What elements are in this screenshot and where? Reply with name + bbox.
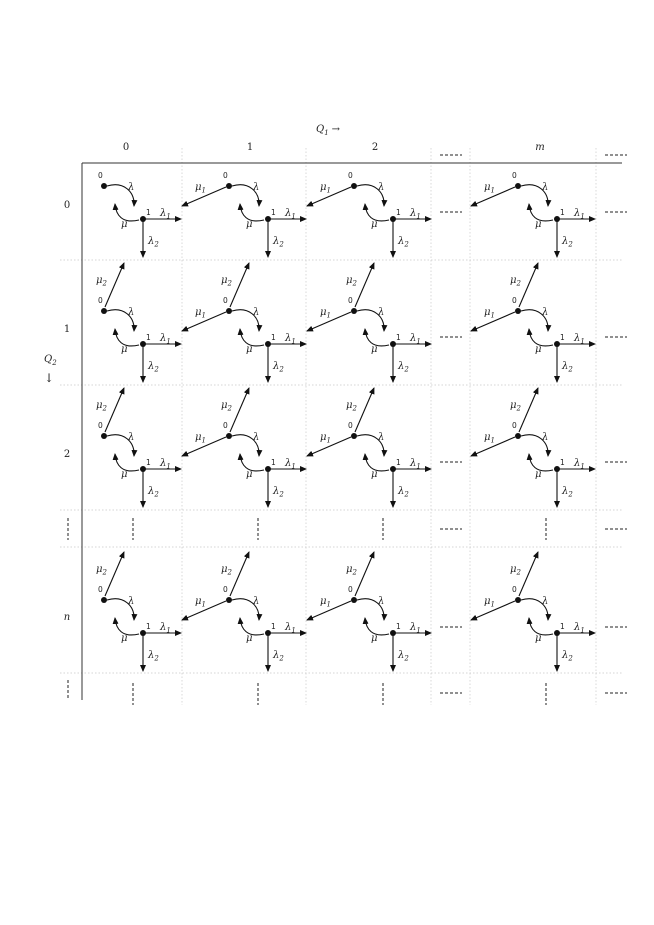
lambda-label: λ (253, 182, 260, 193)
lambda1-label: $\lambda_1$ (160, 208, 171, 221)
lambda-label: λ (378, 182, 385, 193)
lambda2-label: $\lambda_2$ (273, 361, 284, 374)
mu2-label: $\mu_2$ (221, 275, 232, 288)
lambda2-label: $\lambda_2$ (273, 650, 284, 663)
state-cell (96, 388, 181, 507)
lambda1-label: $\lambda_1$ (285, 208, 296, 221)
state-cell (307, 388, 431, 507)
state-cell (471, 171, 595, 257)
state-1-label: 1 (271, 208, 276, 217)
state-1-label: 1 (396, 622, 401, 631)
mu1-label: $\mu_1$ (484, 596, 495, 609)
lambda1-label: $\lambda_1$ (574, 622, 585, 635)
row-header: n (63, 612, 71, 623)
mu2-arrow (105, 263, 124, 307)
state-0-node (226, 597, 232, 603)
row-header: 2 (63, 449, 71, 460)
state-cell (182, 171, 306, 257)
mu-label: μ (246, 633, 253, 644)
lambda1-label: $\lambda_1$ (410, 333, 421, 346)
lambda1-label: $\lambda_1$ (285, 622, 296, 635)
state-0-label: 0 (512, 296, 517, 305)
mu1-label: $\mu_1$ (195, 596, 206, 609)
lambda-label: λ (128, 307, 135, 318)
mu1-label: $\mu_1$ (320, 432, 331, 445)
state-cells (96, 171, 595, 671)
lambda2-label: $\lambda_2$ (148, 650, 159, 663)
state-0-label: 0 (223, 296, 228, 305)
lambda-label: λ (378, 432, 385, 443)
mu2-label: $\mu_2$ (346, 400, 357, 413)
mu2-arrow (230, 388, 249, 432)
state-0-node (101, 183, 107, 189)
state-0-node (226, 308, 232, 314)
state-0-node (515, 308, 521, 314)
mu2-arrow (230, 263, 249, 307)
lambda2-label: $\lambda_2$ (562, 361, 573, 374)
state-1-label: 1 (560, 333, 565, 342)
mu-label: μ (121, 633, 128, 644)
mu-label: μ (121, 469, 128, 480)
state-0-label: 0 (348, 421, 353, 430)
lambda2-label: $\lambda_2$ (398, 236, 409, 249)
mu1-label: $\mu_1$ (320, 182, 331, 195)
lambda1-label: $\lambda_1$ (574, 458, 585, 471)
mu1-label: $\mu_1$ (484, 307, 495, 320)
mu-label: μ (371, 633, 378, 644)
lambda1-label: $\lambda_1$ (160, 333, 171, 346)
column-headers (123, 142, 545, 153)
mu2-label: $\mu_2$ (510, 564, 521, 577)
state-0-label: 0 (223, 585, 228, 594)
state-0-label: 0 (98, 171, 103, 180)
mu2-label: $\mu_2$ (96, 564, 107, 577)
state-0-node (351, 183, 357, 189)
state-0-label: 0 (512, 585, 517, 594)
state-0-node (351, 433, 357, 439)
state-1-label: 1 (146, 458, 151, 467)
state-0-label: 0 (348, 585, 353, 594)
state-0-label: 0 (98, 585, 103, 594)
lambda-label: λ (253, 596, 260, 607)
state-0-label: 0 (223, 171, 228, 180)
state-cell (98, 171, 181, 257)
mu2-arrow (355, 388, 374, 432)
mu2-label: $\mu_2$ (346, 275, 357, 288)
mu2-arrow (230, 552, 249, 596)
state-1-label: 1 (146, 333, 151, 342)
state-0-label: 0 (512, 421, 517, 430)
state-1-label: 1 (146, 622, 151, 631)
lambda-label: λ (542, 596, 549, 607)
lambda2-label: $\lambda_2$ (398, 361, 409, 374)
mu2-arrow (519, 552, 538, 596)
mu1-label: $\mu_1$ (320, 596, 331, 609)
state-0-node (515, 597, 521, 603)
lambda-label: λ (253, 432, 260, 443)
state-1-label: 1 (396, 333, 401, 342)
mu1-label: $\mu_1$ (484, 182, 495, 195)
lambda2-label: $\lambda_2$ (562, 236, 573, 249)
state-0-node (515, 183, 521, 189)
state-1-label: 1 (271, 458, 276, 467)
mu1-label: $\mu_1$ (195, 182, 206, 195)
mu2-arrow (519, 263, 538, 307)
col-header: 1 (246, 142, 254, 153)
state-1-label: 1 (560, 622, 565, 631)
lambda2-label: $\lambda_2$ (148, 236, 159, 249)
mu1-label: $\mu_1$ (195, 307, 206, 320)
state-0-label: 0 (348, 296, 353, 305)
mu2-arrow (105, 388, 124, 432)
state-1-label: 1 (271, 333, 276, 342)
mu-label: μ (535, 633, 542, 644)
mu1-label: $\mu_1$ (320, 307, 331, 320)
state-cell (182, 552, 306, 671)
state-0-node (101, 308, 107, 314)
lambda-label: λ (128, 182, 135, 193)
q1-axis-label: $Q_1$ → (316, 124, 341, 137)
state-1-label: 1 (560, 208, 565, 217)
state-cell (307, 552, 431, 671)
state-1-label: 1 (396, 458, 401, 467)
state-cell (182, 388, 306, 507)
lambda1-label: $\lambda_1$ (410, 208, 421, 221)
state-0-label: 0 (348, 171, 353, 180)
lambda1-label: $\lambda_1$ (160, 458, 171, 471)
lambda1-label: $\lambda_1$ (160, 622, 171, 635)
mu-label: μ (246, 469, 253, 480)
state-0-node (351, 597, 357, 603)
q2-axis-label: $Q_2$ (44, 354, 57, 367)
mu2-label: $\mu_2$ (346, 564, 357, 577)
mu-label: μ (371, 344, 378, 355)
lambda1-label: $\lambda_1$ (410, 458, 421, 471)
mu1-label: $\mu_1$ (195, 432, 206, 445)
state-1-label: 1 (271, 622, 276, 631)
state-0-label: 0 (223, 421, 228, 430)
mu2-label: $\mu_2$ (510, 400, 521, 413)
row-header: 0 (63, 200, 71, 211)
mu2-label: $\mu_2$ (221, 564, 232, 577)
state-1-label: 1 (396, 208, 401, 217)
mu-label: μ (535, 219, 542, 230)
lambda2-label: $\lambda_2$ (562, 650, 573, 663)
mu1-label: $\mu_1$ (484, 432, 495, 445)
col-header: m (535, 142, 545, 153)
mu2-arrow (519, 388, 538, 432)
state-0-label: 0 (512, 171, 517, 180)
state-0-node (226, 183, 232, 189)
lambda-label: λ (128, 432, 135, 443)
mu2-label: $\mu_2$ (221, 400, 232, 413)
state-0-node (101, 597, 107, 603)
mu-label: μ (121, 344, 128, 355)
lambda-label: λ (378, 596, 385, 607)
state-cell (471, 263, 595, 382)
state-0-label: 0 (98, 421, 103, 430)
mu-label: μ (371, 219, 378, 230)
mu2-arrow (105, 552, 124, 596)
lambda1-label: $\lambda_1$ (574, 333, 585, 346)
q2-axis-arrow: ↓ (44, 371, 55, 385)
state-1-label: 1 (560, 458, 565, 467)
lambda-label: λ (542, 182, 549, 193)
state-1-label: 1 (146, 208, 151, 217)
lambda1-label: $\lambda_1$ (285, 458, 296, 471)
lambda2-label: $\lambda_2$ (398, 486, 409, 499)
lambda2-label: $\lambda_2$ (562, 486, 573, 499)
lambda2-label: $\lambda_2$ (148, 361, 159, 374)
lambda2-label: $\lambda_2$ (273, 486, 284, 499)
state-0-label: 0 (98, 296, 103, 305)
state-cell (307, 263, 431, 382)
state-cell (96, 263, 181, 382)
lambda2-label: $\lambda_2$ (273, 236, 284, 249)
grid-lines (60, 148, 622, 705)
lambda1-label: $\lambda_1$ (574, 208, 585, 221)
lambda1-label: $\lambda_1$ (285, 333, 296, 346)
mu-label: μ (121, 219, 128, 230)
mu2-label: $\mu_2$ (96, 400, 107, 413)
mu-label: μ (535, 469, 542, 480)
mu-label: μ (246, 219, 253, 230)
mu-label: μ (371, 469, 378, 480)
state-cell (471, 552, 595, 671)
mu2-label: $\mu_2$ (510, 275, 521, 288)
lambda-label: λ (542, 432, 549, 443)
mu2-arrow (355, 552, 374, 596)
lambda-label: λ (128, 596, 135, 607)
lambda-label: λ (378, 307, 385, 318)
lambda-label: λ (253, 307, 260, 318)
state-cell (471, 388, 595, 507)
mu2-arrow (355, 263, 374, 307)
lambda-label: λ (542, 307, 549, 318)
lambda1-label: $\lambda_1$ (410, 622, 421, 635)
lambda2-label: $\lambda_2$ (148, 486, 159, 499)
state-cell (307, 171, 431, 257)
state-cell (182, 263, 306, 382)
state-cell (96, 552, 181, 671)
col-header: 0 (122, 142, 130, 153)
state-0-node (101, 433, 107, 439)
row-header: 1 (63, 324, 71, 335)
lambda2-label: $\lambda_2$ (398, 650, 409, 663)
mu2-label: $\mu_2$ (96, 275, 107, 288)
state-0-node (226, 433, 232, 439)
mu-label: μ (246, 344, 253, 355)
row-headers (64, 200, 70, 623)
state-0-node (351, 308, 357, 314)
state-0-node (515, 433, 521, 439)
col-header: 2 (371, 142, 379, 153)
mu-label: μ (535, 344, 542, 355)
